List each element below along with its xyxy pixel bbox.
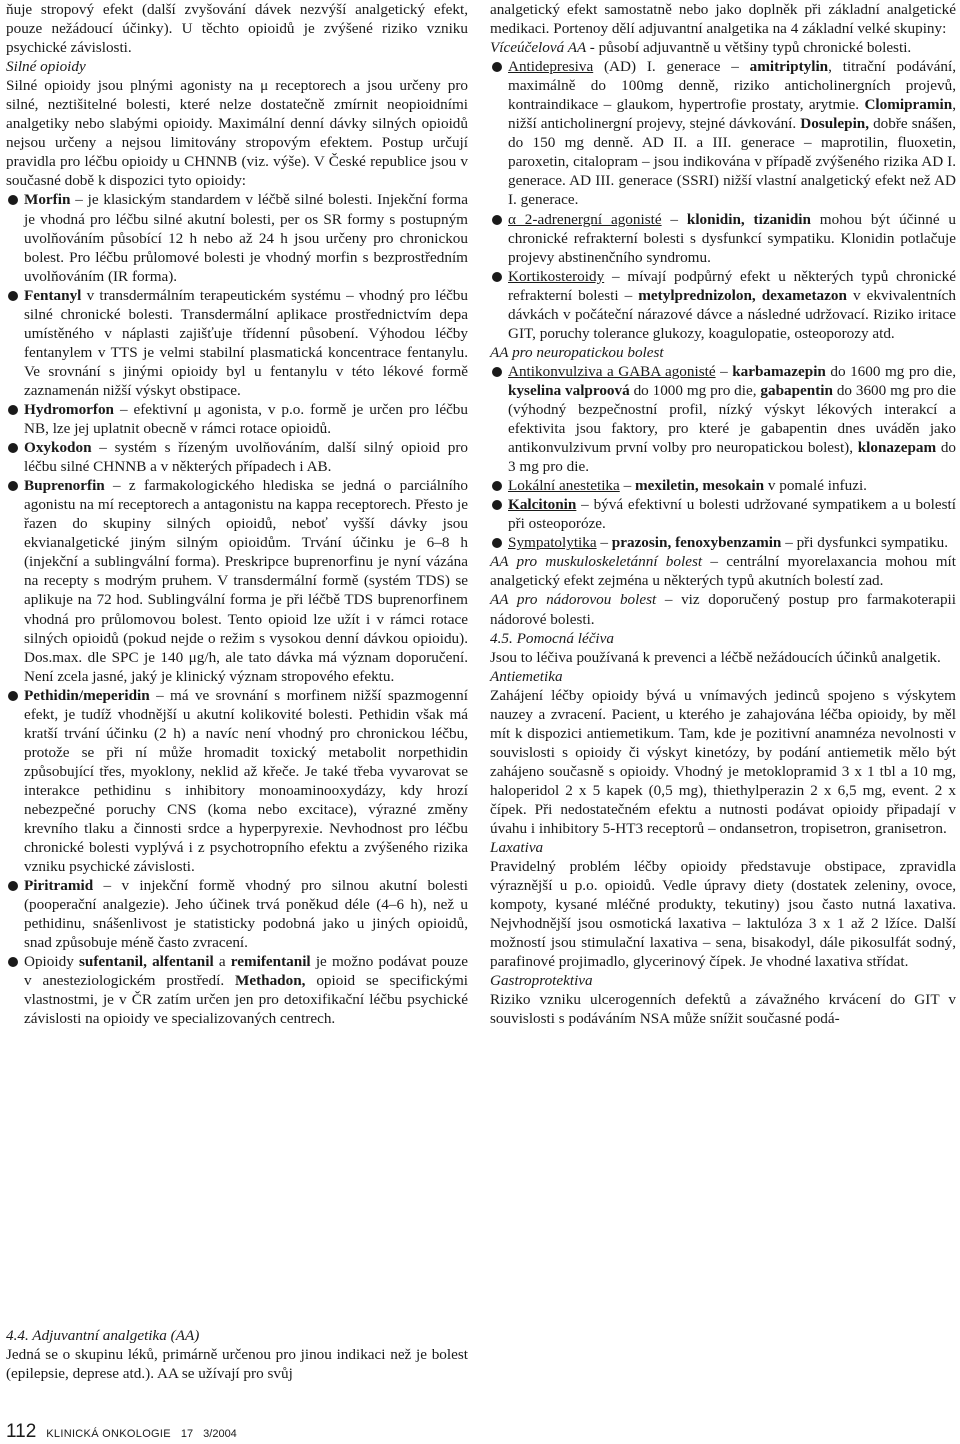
tumor-pain-paragraph bbox=[490, 590, 956, 628]
sympatolytika-term: Sympatolytika bbox=[508, 534, 597, 552]
piritramid-item bbox=[6, 876, 468, 952]
musculoskeletal-label: AA pro muskuloskeletánní bolest bbox=[490, 553, 703, 571]
musculoskeletal-text: – centrální myorelaxancia mohou mít analgetický efekt zejména u některých typů akutních bolestí zad. bbox=[490, 553, 956, 590]
lokalni-anestetika-text-2: v pomalé infuzi. bbox=[764, 477, 867, 495]
journal-volume: 17 bbox=[180, 1428, 194, 1440]
pethidin-term: Pethidin/meperidin bbox=[24, 686, 150, 704]
oxykodon-text: – systém s řízeným uvolňováním, další silný opioid pro léčbu silné CHNNB a v některých případech i AB. bbox=[24, 439, 468, 476]
karbamazepin-term: karbamazepin bbox=[732, 362, 826, 380]
alpha-agonists-text-2: mohou být účinné u chronické refrakterní bolesti s dysfunkcí sympatiku. Klonidin potlačuje projevy abstinenčního syndromu. bbox=[508, 210, 957, 266]
kortikosteroidy-item bbox=[490, 267, 956, 343]
tumor-pain-text: viz doporučený postup pro farmakoterapii nádorové bolesti. bbox=[490, 591, 956, 628]
multipurpose-aa-paragraph bbox=[490, 38, 956, 57]
buprenorfin-term: Buprenorfin bbox=[24, 477, 105, 495]
kortikosteroidy-term: Kortikosteroidy bbox=[508, 267, 605, 285]
alpha-agonists-text-1: – bbox=[661, 210, 687, 228]
other-opioids-text-4: opioid se specifickými vlastnostmi, je v ČR zatím určen jen pro detoxifikační léčbu psychické závislosti na opioidy ve specializovaných centrech. bbox=[24, 972, 468, 1028]
other-opioids-text-3: je možno podávat pouze v anesteziologickém prostředí. bbox=[24, 953, 468, 990]
page-footer bbox=[6, 1421, 237, 1443]
alpha-agonists-item bbox=[490, 210, 956, 267]
antikonvulziva-text-4: do 3600 mg pro die (výhodný bezpečnostní profil, nízký výskyt lékových interakcí a efektivita jsou faktory, pro které je gabapentin dnes uváděn jako antikonvulzivum první volby pro neuropatickou bolest), bbox=[508, 381, 956, 457]
antikonvulziva-term: Antikonvulziva a GABA agonisté bbox=[508, 362, 716, 380]
auxiliary-drugs-heading: 4.5. Pomocná léčiva bbox=[490, 629, 614, 647]
sympatolytika-item bbox=[490, 533, 956, 552]
buprenorfin-text: – z farmakologického hlediska se jedná o parciálního agonistu na mí receptorech a antagonistu na kappa receptorech. Přesto je řazen do skupiny silných opioidů, neboť vyšší dávky jsou ekvianalgetické jiným silným opioidům. Trvání účinku je 6–8 h (injekční a sublingvální forma). Preskripce buprenorfinu je nyní vázána na recepty s modrým pruhem. V transdermální formě (systém TDS) se aplikuje na 72 hod. Sublingvální forma je při léčbě TDS buprenorfinem vhodná pro průlomovou bolest. Tento opioid lze užít i v rámci rotace silných opioidů (pokud nejde o režim s vysokou denní dávkou opioidu). Dos.max. dle SPC je 140 μg/h, ale tato dávka má význam doporučení. Není zcela jasné, jaký je klinický význam stropového efektu. bbox=[24, 477, 468, 685]
morfin-term: Morfin bbox=[24, 191, 71, 209]
multipurpose-aa-label: Víceúčelová AA - bbox=[490, 39, 599, 57]
antidepresiva-text-1: (AD) I. generace – bbox=[593, 58, 750, 76]
morfin-item bbox=[6, 190, 468, 285]
kalcitonin-text: – bývá efektivní u bolesti udržované sympatikem a u bolestí při osteoporóze. bbox=[508, 496, 956, 533]
left-intro-paragraph: ňuje stropový efekt (další zvyšování dávek nezvýší analgetický efekt, pouze nežádoucí účinky). U těchto opioidů je zvýšené riziko vzniku psychické závislosti. bbox=[6, 1, 468, 57]
antidepresiva-item bbox=[490, 57, 956, 209]
adjuvant-section-start bbox=[6, 1326, 468, 1383]
journal-name: KLINICKÁ ONKOLOGIE bbox=[46, 1428, 171, 1440]
kalcitonin-term: Kalcitonin bbox=[508, 496, 577, 514]
hydromorfon-term: Hydromorfon bbox=[24, 400, 114, 418]
tumor-pain-label: AA pro nádorovou bolest – bbox=[490, 591, 673, 609]
piritramid-term: Piritramid bbox=[24, 877, 94, 895]
gabapentin-term: gabapentin bbox=[760, 381, 833, 399]
laxativa-paragraph: Pravidelný problém léčby opioidy představuje obstipace, zpravidla výraznější u p.o. opioidů. Vedle úpravy diety (dostatek zeleniny, ovoce, kompoty, kysané mléčné produkty, tekutiny) jsou často nutná laxativa. Nejvhodnější jsou osmotická laxativa – laktulóza 3 x 1 až 2 lžíce. Další možností jsou stimulační laxativa – sena, bisakodyl, dále pikosulfát sodný, parafinové projimadlo, glycerinový čípek. Je vhodné laxativa střídat. bbox=[490, 858, 956, 971]
other-opioids-item bbox=[6, 952, 468, 1028]
multipurpose-aa-text: působí adjuvantně u většiny typů chronické bolesti. bbox=[598, 39, 912, 57]
antidepresiva-term: Antidepresiva bbox=[508, 58, 594, 76]
buprenorfin-item bbox=[6, 476, 468, 686]
antikonvulziva-text-3: do 1000 mg pro die, bbox=[629, 381, 761, 399]
oxykodon-term: Oxykodon bbox=[24, 439, 92, 457]
kortikosteroidy-text-1: – mívají podpůrný efekt u některých typů chronické refrakterní bolesti – bbox=[508, 267, 956, 304]
prazosin-term: prazosin, fenoxybenzamin bbox=[611, 534, 782, 552]
gastroprotektiva-paragraph: Riziko vzniku ulcerogenních defektů a závažného krvácení do GIT v souvislosti s podáváním NSA může snížit současné podá- bbox=[490, 991, 956, 1028]
adjuvant-paragraph: Jedná se o skupinu léků, primárně určenou pro jinou indikaci než je bolest (epilepsie, deprese atd.). AA se užívají pro svůj bbox=[6, 1346, 468, 1383]
neuropathic-heading: AA pro neuropatickou bolest bbox=[490, 343, 664, 361]
valproat-term: kyselina valproová bbox=[508, 381, 630, 399]
kalcitonin-item bbox=[490, 495, 956, 533]
gastroprotektiva-heading: Gastroprotektiva bbox=[490, 972, 593, 990]
lokalni-anestetika-item bbox=[490, 476, 956, 495]
sympatolytika-text-1: – bbox=[596, 534, 612, 552]
alpha-agonists-term: α 2-adrenergní agonisté bbox=[508, 210, 662, 228]
klonidin-term: klonidin, tizanidin bbox=[686, 210, 811, 228]
mexiletin-term: mexiletin, mesokain bbox=[634, 477, 765, 495]
antikonvulziva-text-5: do 3 mg pro die. bbox=[508, 439, 956, 476]
strong-opioids-paragraph: Silné opioidy jsou plnými agonisty na μ receptorech a jsou určeny pro silné, neztišitelné bolesti, které nelze dostatečně zmírnit neopioidními analgetiky nebo slabými opioidy. Maximální denní dávky silných opioidů nejsou určeny a nejsou limitovány stropovým efektem. Postup určují pravidla pro léčbu opioidy u CHNNB (viz. výše). V České republice jsou v současné době k dispozici tyto opioidy: bbox=[6, 77, 468, 190]
morfin-text: – je klasickým standardem v léčbě silné bolesti. Injekční forma je vhodná pro léčbu silné akutní bolesti, per os SR formy s postupným uvolňováním působící 12 h nebo až 24 h jsou určeny pro chronickou bolest. Pro léčbu průlomové bolesti je vhodný morfin s bezprostředním uvolňováním (IR forma). bbox=[24, 191, 468, 285]
pethidin-text: – má ve srovnání s morfinem nižší spazmogenní efekt, je tudíž vhodnější u akutní kolikovité bolesti. Pethidin však má kratší trvání účinku (2 h) a navíc není vhodný pro chronickou léčbu, protože se při ní může hromadit toxický metabolit norpethidin způsobující třes, myoklony, neklid až křeče. Je také třeba vyvarovat se interakce pethidinu s inhibitory monoaminooxydázy, kdy hrozí nebezpečné poruchy CNS (koma nebo excitace), výrazné změny krevního tlaku a činnosti srdce a hyperpyrexie. Nevhodnost pro léčbu chronické bolesti vyplývá i z psychotropního efektu a zvýšeného rizika vzniku psychické závislosti. bbox=[24, 686, 468, 876]
musculoskeletal-paragraph bbox=[490, 552, 956, 590]
right-column bbox=[490, 0, 956, 1029]
right-intro-paragraph: analgetický efekt samostatně nebo jako doplněk při základní analgetické medikaci. Portenoy dělí adjuvantní analgetika na 4 základní velké skupiny: bbox=[490, 1, 956, 38]
fentanyl-term: Fentanyl bbox=[24, 286, 82, 304]
pethidin-item bbox=[6, 686, 468, 876]
antiemetika-heading: Antiemetika bbox=[490, 667, 563, 685]
fentanyl-item bbox=[6, 286, 468, 400]
oxykodon-item bbox=[6, 438, 468, 476]
hydromorfon-text: – efektivní μ agonista, v p.o. formě je určen pro léčbu NB, lze jej uplatnit obecně v rámci rotace opioidů. bbox=[24, 400, 468, 438]
fentanyl-text: v transdermálním terapeutickém systému – vhodný pro léčbu silné chronické bolesti. Transdermální aplikace prostřednictvím depa umístěného v náplasti zajišťuje třídenní působení. Výhodou léčby fentanylem v TTS je velmi stabilní plasmatická koncentrace fentanylu. Ve srovnání s jinými opioidy byl u fentanylu v této lékové formě zaznamenán nižší výskyt obstipace. bbox=[24, 286, 468, 399]
hydromorfon-item bbox=[6, 400, 468, 438]
antikonvulziva-text-2: do 1600 mg pro die, bbox=[825, 362, 956, 380]
metylprednizolon-term: metylprednizolon, dexametazon bbox=[638, 286, 847, 304]
antidepresiva-text-3: , nižší anticholinergní projevy, stejné dávkování. bbox=[508, 96, 956, 133]
other-opioids-text-1: Opioidy bbox=[24, 953, 79, 971]
antidepresiva-text-2: , titrační podávání, maximálně do 100mg denně, riziko anticholinergních projevů, kontraindikace – glaukom, hypertrofie prostaty, arytmie. bbox=[508, 58, 956, 114]
sufentanil-term: sufentanil, alfentanil bbox=[78, 953, 214, 971]
piritramid-text: – v injekční formě vhodný pro silnou akutní bolesti (pooperační analgezie). Jeho účinek trvá poněkud déle (4–6 h), než u pethidinu, snášenlivost je statisticky podobná jako u jiných opioidů, snad způsobuje méně často zvracení. bbox=[24, 877, 468, 952]
clomipramin-term: Clomipramin bbox=[864, 96, 953, 114]
antikonvulziva-item bbox=[490, 362, 956, 476]
journal-issue: 3/2004 bbox=[203, 1428, 237, 1440]
sympatolytika-text-2: – při dysfunkci sympatiku. bbox=[781, 534, 949, 552]
klonazepam-term: klonazepam bbox=[857, 439, 937, 457]
antiemetika-paragraph: Zahájení léčby opioidy bývá u vnímavých jedinců spojeno s výskytem nauzey a zvracení. Pacient, u kterého je zahajována léčba opioidy, by měl mít k dispozici antiemetikum. Tam, kde je pozitivní anamnéza nevolnosti v souvislosti s opioidy či výskyt kinetózy, by podání antiemetik mělo být zahájeno současně s opioidy. Vhodný je metoklopramid 3 x 1 tbl a 10 mg, haloperidol 2 x 5 kapek (0,5 mg), thiethylperazin 2 x 6,5 mg, event. 2 x čípek. Při nedostatečném efektu a nutnosti podávat opioidy připadají v úvahu i inhibitory 5-HT3 receptorů – ondansetron, tropisetron, granisetron. bbox=[490, 686, 956, 838]
strong-opioids-heading: Silné opioidy bbox=[6, 58, 86, 76]
antikonvulziva-text-1: – bbox=[715, 362, 733, 380]
antidepresiva-text-4: dobře snášen, do 150 mg denně. AD II. a III. generace – maprotilin, fluoxetin, paroxetin, citalopram – jsou indikována v případě zvýšeného rizika AD I. generace. AD III. generace (SSRI) nižší vlastní analgetický efekt než AD I. generace. bbox=[508, 115, 956, 209]
auxiliary-drugs-paragraph: Jsou to léčiva používaná k prevenci a léčbě nežádoucích účinků analgetik. bbox=[490, 648, 941, 666]
kortikosteroidy-text-2: v ekvivalentních dávkách v počáteční nárazové dávce a následné udržovací. Riziko iritace GIT, poruchy tolerance glukozy, koagulopatie, osteoporozy atd. bbox=[508, 286, 957, 342]
amitriptylin-term: amitriptylin bbox=[749, 58, 829, 76]
lokalni-anestetika-text-1: – bbox=[619, 477, 635, 495]
adjuvant-heading: 4.4. Adjuvantní analgetika (AA) bbox=[6, 1327, 200, 1344]
laxativa-heading: Laxativa bbox=[490, 839, 544, 857]
dosulepin-term: Dosulepin, bbox=[800, 115, 870, 133]
lokalni-anestetika-term: Lokální anestetika bbox=[508, 477, 620, 495]
methadon-term: Methadon, bbox=[235, 972, 306, 990]
other-opioids-text-2: a bbox=[213, 953, 231, 971]
left-column bbox=[6, 0, 468, 1029]
page-number: 112 bbox=[6, 1421, 37, 1442]
remifentanil-term: remifentanil bbox=[230, 953, 311, 971]
